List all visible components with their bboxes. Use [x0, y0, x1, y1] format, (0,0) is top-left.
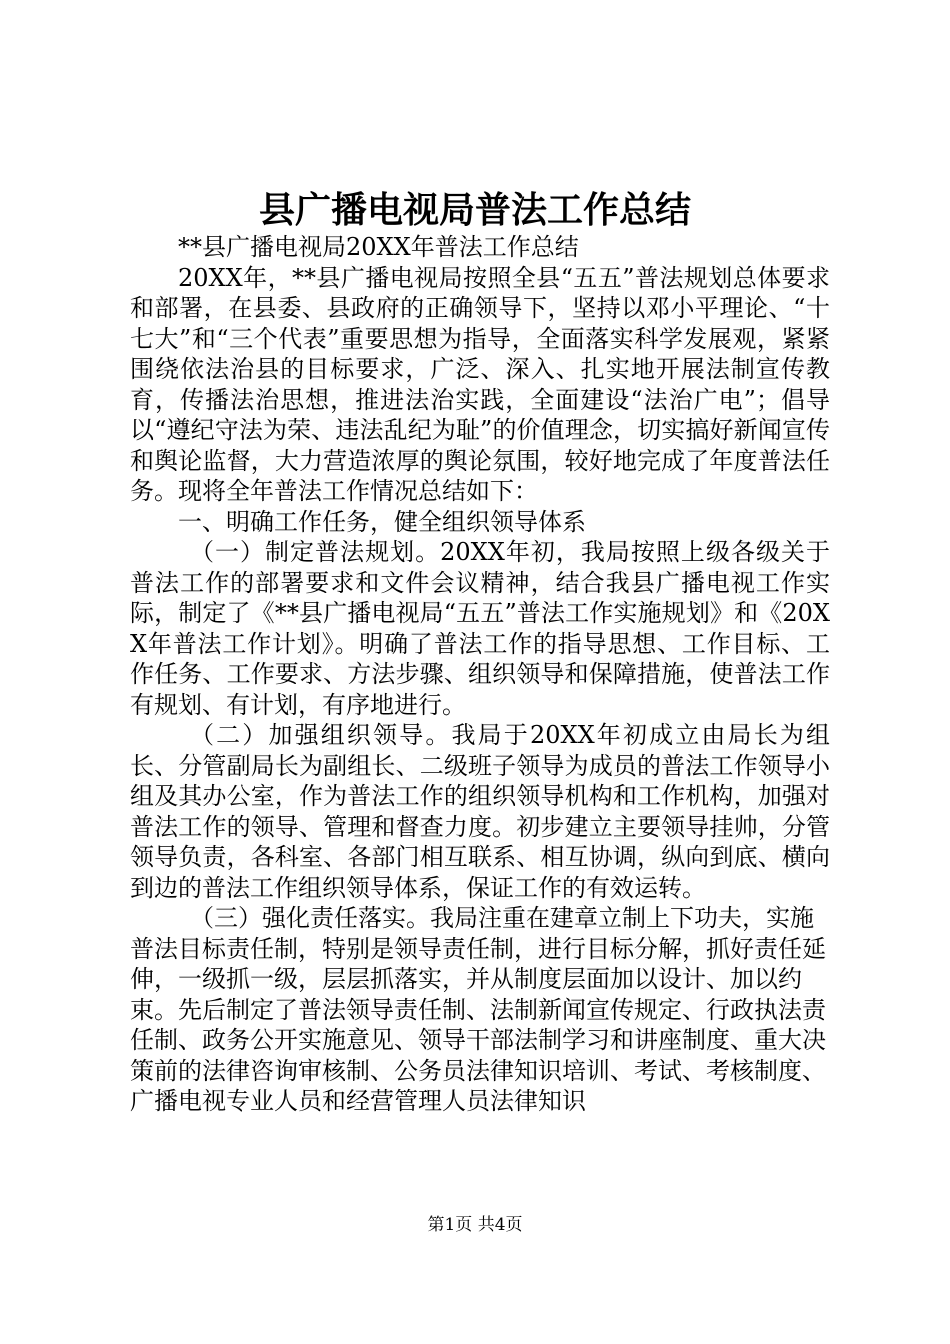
document-subtitle: **县广播电视局20XX年普法工作总结 — [178, 233, 579, 261]
paragraph-1-3: （三）强化责任落实。我局注重在建章立制上下功夫，实施普法目标责任制，特别是领导责任制，进行目标分解，抓好责任延伸，一级抓一级，层层抓落实，并从制度层面加以设计、加以约束。先后制定了普法领导责任制、法制新闻宣传规定、行政执法责任制、政务公开实施意见、领导干部法制学习和讲座制度、重大决策前的法律咨询审核制、公务员法律知识培训、考试、考核制度、广播电视专业人员和经营管理人员法律知识 — [130, 904, 826, 1115]
paragraph-1-1: （一）制定普法规划。20XX年初，我局按照上级各级关于普法工作的部署要求和文件会议精神，结合我县广播电视工作实际，制定了《**县广播电视局“五五”普法工作实施规划》和《20XX年普法工作计划》。明确了普法工作的指导思想、工作目标、工作任务、工作要求、方法步骤、组织领导和保障措施，使普法工作有规划、有计划，有序地进行。 — [130, 538, 830, 719]
paragraph-1-2: （二）加强组织领导。我局于20XX年初成立由局长为组长、分管副局长为副组长、二级班子领导为成员的普法工作领导小组及其办公室，作为普法工作的组织领导机构和工作机构，加强对普法工作的领导、管理和督查力度。初步建立主要领导挂帅，分管领导负责，各科室、各部门相互联系、相互协调，纵向到底、横向到边的普法工作组织领导体系，保证工作的有效运转。 — [130, 721, 830, 902]
paragraph-intro: 20XX年，**县广播电视局按照全县“五五”普法规划总体要求和部署，在县委、县政府的正确领导下，坚持以邓小平理论、“十七大”和“三个代表”重要思想为指导，全面落实科学发展观，紧紧围绕依法治县的目标要求，广泛、深入、扎实地开展法制宣传教育，传播法治思想，推进法治实践，全面建设“法治广电”；倡导以“遵纪守法为荣、违法乱纪为耻”的价值理念，切实搞好新闻宣传和舆论监督，大力营造浓厚的舆论氛围，较好地完成了年度普法任务。现将全年普法工作情况总结如下： — [130, 263, 830, 505]
section-heading-1: 一、明确工作任务，健全组织领导体系 — [178, 507, 586, 536]
page-number: 第1页 共4页 — [427, 1215, 523, 1235]
document-body — [130, 232, 830, 1117]
document-title: 县广播电视局普法工作总结 — [258, 189, 691, 231]
